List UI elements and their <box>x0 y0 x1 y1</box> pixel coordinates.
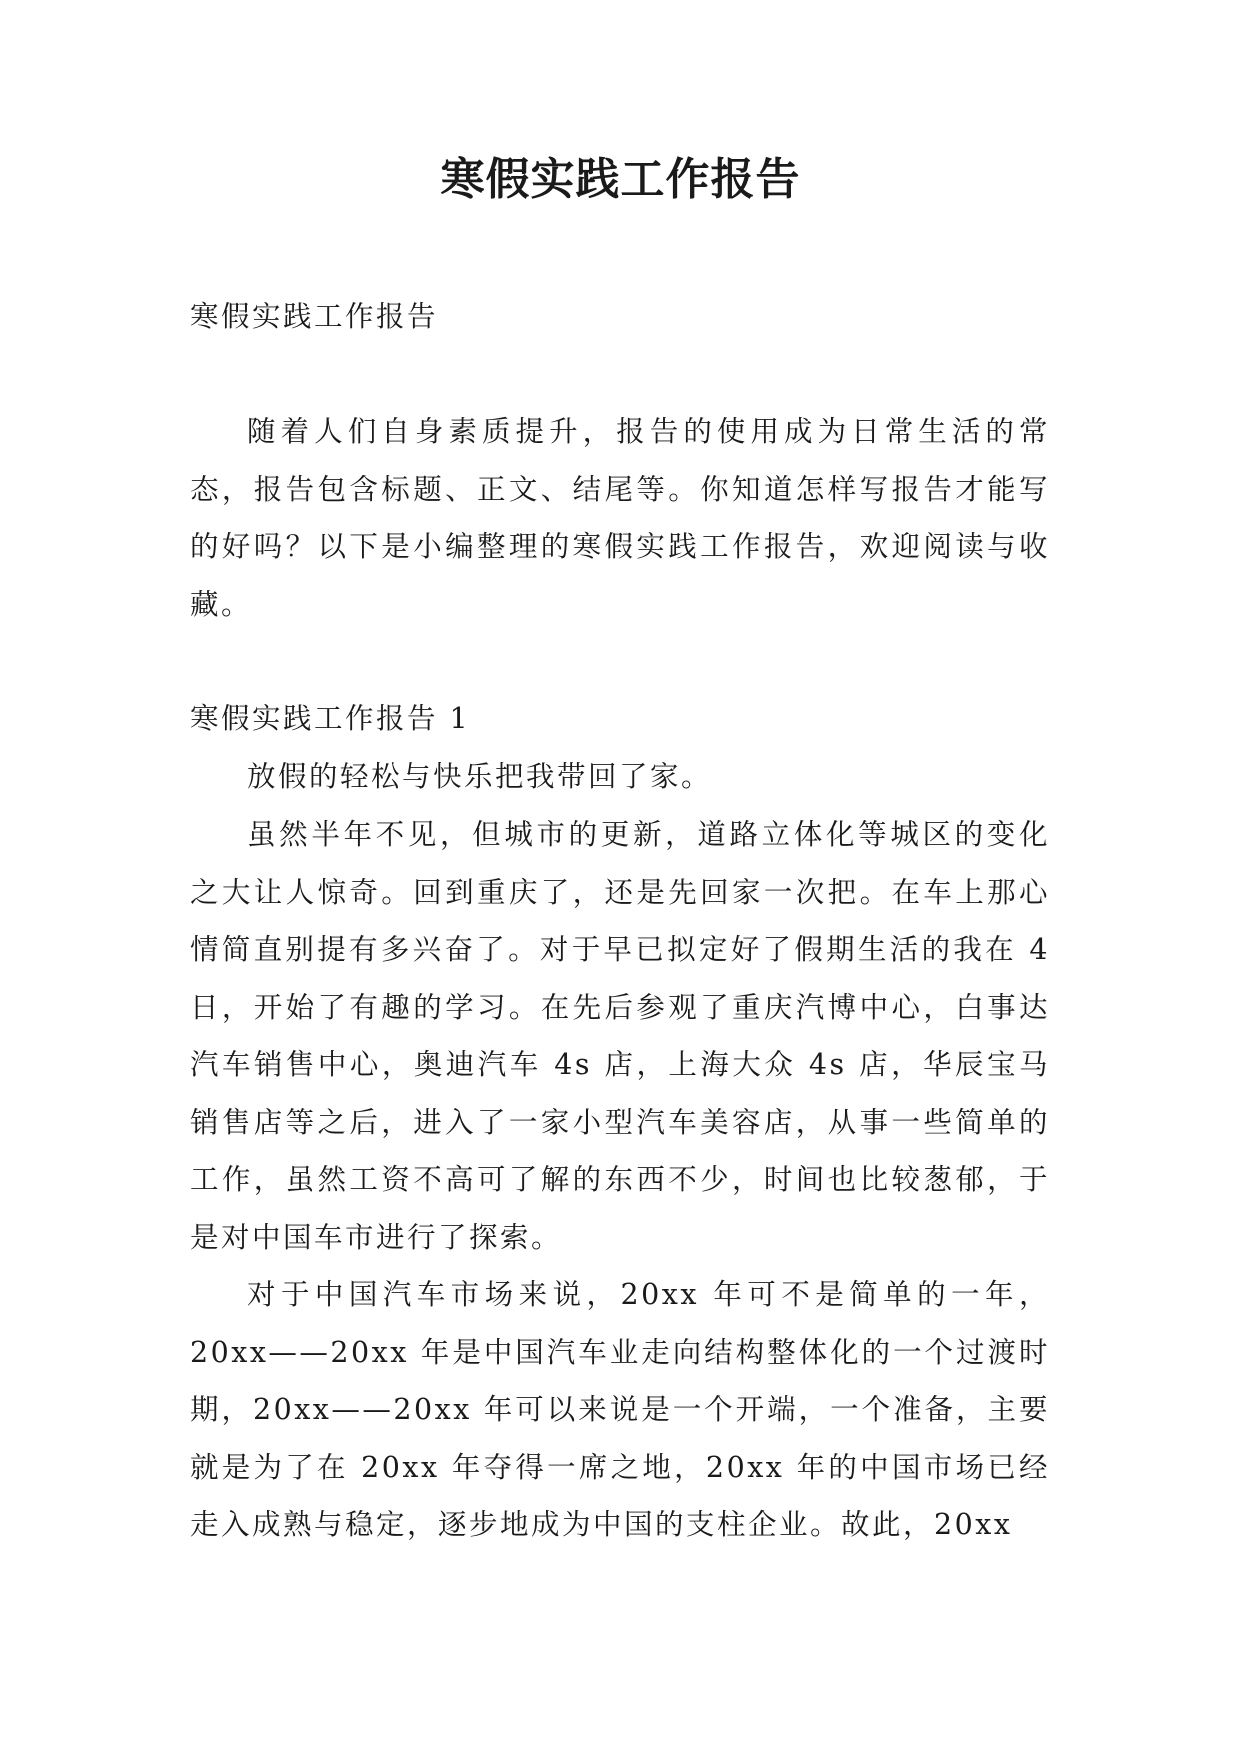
paragraph-1: 放假的轻松与快乐把我带回了家。 <box>247 760 713 793</box>
paragraph-3: 对于中国汽车市场来说，20xx 年可不是简单的一年，20xx——20xx 年是中国汽车业走向结构整体化的一个过渡时期，20xx——20xx 年可以来说是一个开端，一个准备，主要就是为了在 20xx 年夺得一席之地，20xx 年的中国市场已经走入成熟与稳定，逐步地成为中国的支柱企业。故此，20xx <box>190 1278 1050 1541</box>
document-subtitle: 寒假实践工作报告 <box>190 300 439 333</box>
paragraph-2: 虽然半年不见，但城市的更新，道路立体化等城区的变化之大让人惊奇。回到重庆了，还是先回家一次把。在车上那心情简直别提有多兴奋了。对于早已拟定好了假期生活的我在 4 日，开始了有趣的学习。在先后参观了重庆汽博中心，白事达汽车销售中心，奥迪汽车 4s 店，上海大众 4s 店，华辰宝马销售店等之后，进入了一家小型汽车美容店，从事一些简单的工作，虽然工资不高可了解的东西不少，时间也比较葱郁，于是对中国车市进行了探索。 <box>190 818 1050 1254</box>
intro-paragraph: 随着人们自身素质提升，报告的使用成为日常生活的常态，报告包含标题、正文、结尾等。你知道怎样写报告才能写的好吗？以下是小编整理的寒假实践工作报告，欢迎阅读与收藏。 <box>190 415 1050 621</box>
document-title: 寒假实践工作报告 <box>440 154 801 205</box>
section-heading: 寒假实践工作报告 1 <box>190 702 471 735</box>
